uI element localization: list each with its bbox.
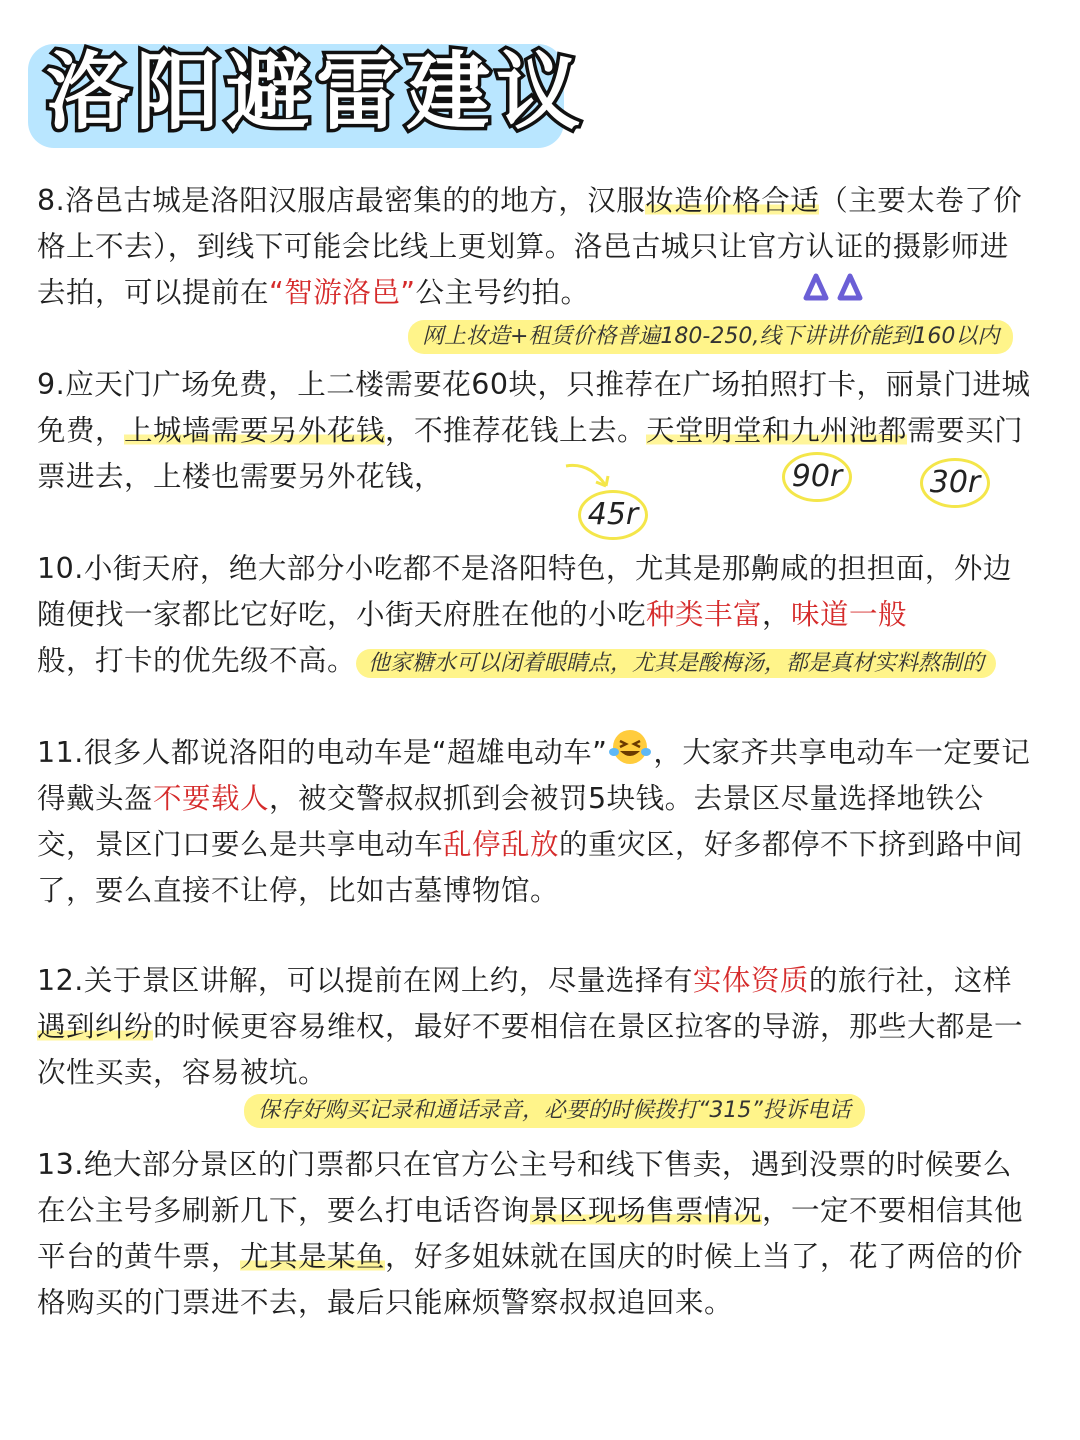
tip-10-red-2: 味道一般 [791, 598, 908, 631]
tip-11-text: 11.很多人都说洛阳的电动车是“超雄电动车” [37, 736, 608, 769]
tip-9-text-3: 需要买门票进去，上楼也需要另外花钱， [37, 414, 1024, 493]
tip-10-comma: ， [762, 598, 792, 631]
tip-8-account-name: “智游洛邑” [269, 276, 416, 309]
price-30-label: 30r [920, 458, 990, 508]
tip-13 [37, 1142, 1037, 1326]
tip-9-text: 9.应天门广场免费，上二楼需要花60块，只推荐在广场拍照打卡，丽景门进城免费， [37, 368, 1031, 447]
tip-12-highlight: 遇到纠纷 [37, 1010, 154, 1043]
tip-13-highlight: 景区现场售票情况 [530, 1194, 763, 1227]
tip-8-highlight: 妆造价格合适 [645, 184, 820, 217]
tip-10-red: 种类丰富 [646, 598, 763, 631]
tip-13-text-3: ，好多姐妹就在国庆的时候上当了，花了两倍的价格购买的门票进不去，最后只能麻烦警察叔叔追回来。 [37, 1240, 1024, 1319]
tip-12-text: 12.关于景区讲解，可以提前在网上约，尽量选择有 [37, 964, 693, 997]
tip-10 [37, 546, 1037, 687]
tip-10-text: 10.小街天府，绝大部分小吃都不是洛阳特色，尤其是那齁咸的担担面，外边随便找一家都比它好吃，小街天府胜在他的小吃 [37, 552, 1012, 631]
ears-doodle-icon [800, 270, 870, 304]
tip-10-text-2: 般，打卡的优先级不高。 [37, 644, 357, 677]
tip-11-text-3: ，被交警叔叔抓到会被罚5块钱。去景区尽量选择地铁公交，景区门口要么是共享电动车 [37, 782, 984, 861]
tip-8-text-3: 公主号约拍。 [415, 276, 590, 309]
price-90-label: 90r [782, 452, 852, 502]
tip-8-note: 网上妆造+租赁价格普遍180-250,线下讲讲价能到160以内 [408, 320, 1013, 354]
tip-8-text-2: （主要太卷了价格上不去），到线下可能会比线上更划算。洛邑古城只让官方认证的摄影师进去拍，可以提前在 [37, 184, 1023, 309]
tip-11 [37, 728, 1037, 914]
tip-11-text-4: 的重灾区，好多都停不下挤到路中间了，要么直接不让停，比如古墓博物馆。 [37, 828, 1024, 907]
tip-12-red: 实体资质 [692, 964, 809, 997]
tip-13-text-2: ，一定不要相信其他平台的黄牛票， [37, 1194, 1024, 1273]
tip-12-text-3: 的时候更容易维权，最好不要相信在景区拉客的导游，那些大都是一次性买卖，容易被坑。 [37, 1010, 1024, 1089]
tip-9-text-2: ，不推荐花钱上去。 [385, 414, 647, 447]
price-45-label: 45r [578, 490, 648, 540]
tip-11-red: 不要载人 [153, 782, 270, 815]
laughing-emoji-icon [607, 728, 653, 766]
tip-9-highlight-2: 天堂明堂和九州池都 [646, 414, 908, 447]
tip-9 [37, 362, 1037, 500]
tip-10-note: 他家糖水可以闭着眼睛点，尤其是酸梅汤，都是真材实料熬制的 [356, 649, 996, 678]
tip-12-note: 保存好购买记录和通话录音，必要的时候拨打“315”投诉电话 [244, 1094, 865, 1128]
tip-11-text-2: ，大家齐共享电动车一定要记得戴头盔 [37, 736, 1031, 815]
tip-13-text: 13.绝大部分景区的门票都只在官方公主号和线下售卖，遇到没票的时候要么在公主号多刷新几下，要么打电话咨询 [37, 1148, 1012, 1227]
tip-8-text: 8.洛邑古城是洛阳汉服店最密集的的地方，汉服 [37, 184, 646, 217]
tip-11-red-2: 乱停乱放 [443, 828, 560, 861]
tip-9-highlight: 上城墙需要另外花钱 [124, 414, 386, 447]
tip-12 [37, 958, 1037, 1096]
tip-8 [37, 178, 1037, 316]
tip-13-highlight-2: 尤其是某鱼 [240, 1240, 386, 1273]
tip-12-text-2: 的旅行社，这样 [808, 964, 1012, 997]
page-title: 洛阳避雷建议 [46, 43, 587, 141]
